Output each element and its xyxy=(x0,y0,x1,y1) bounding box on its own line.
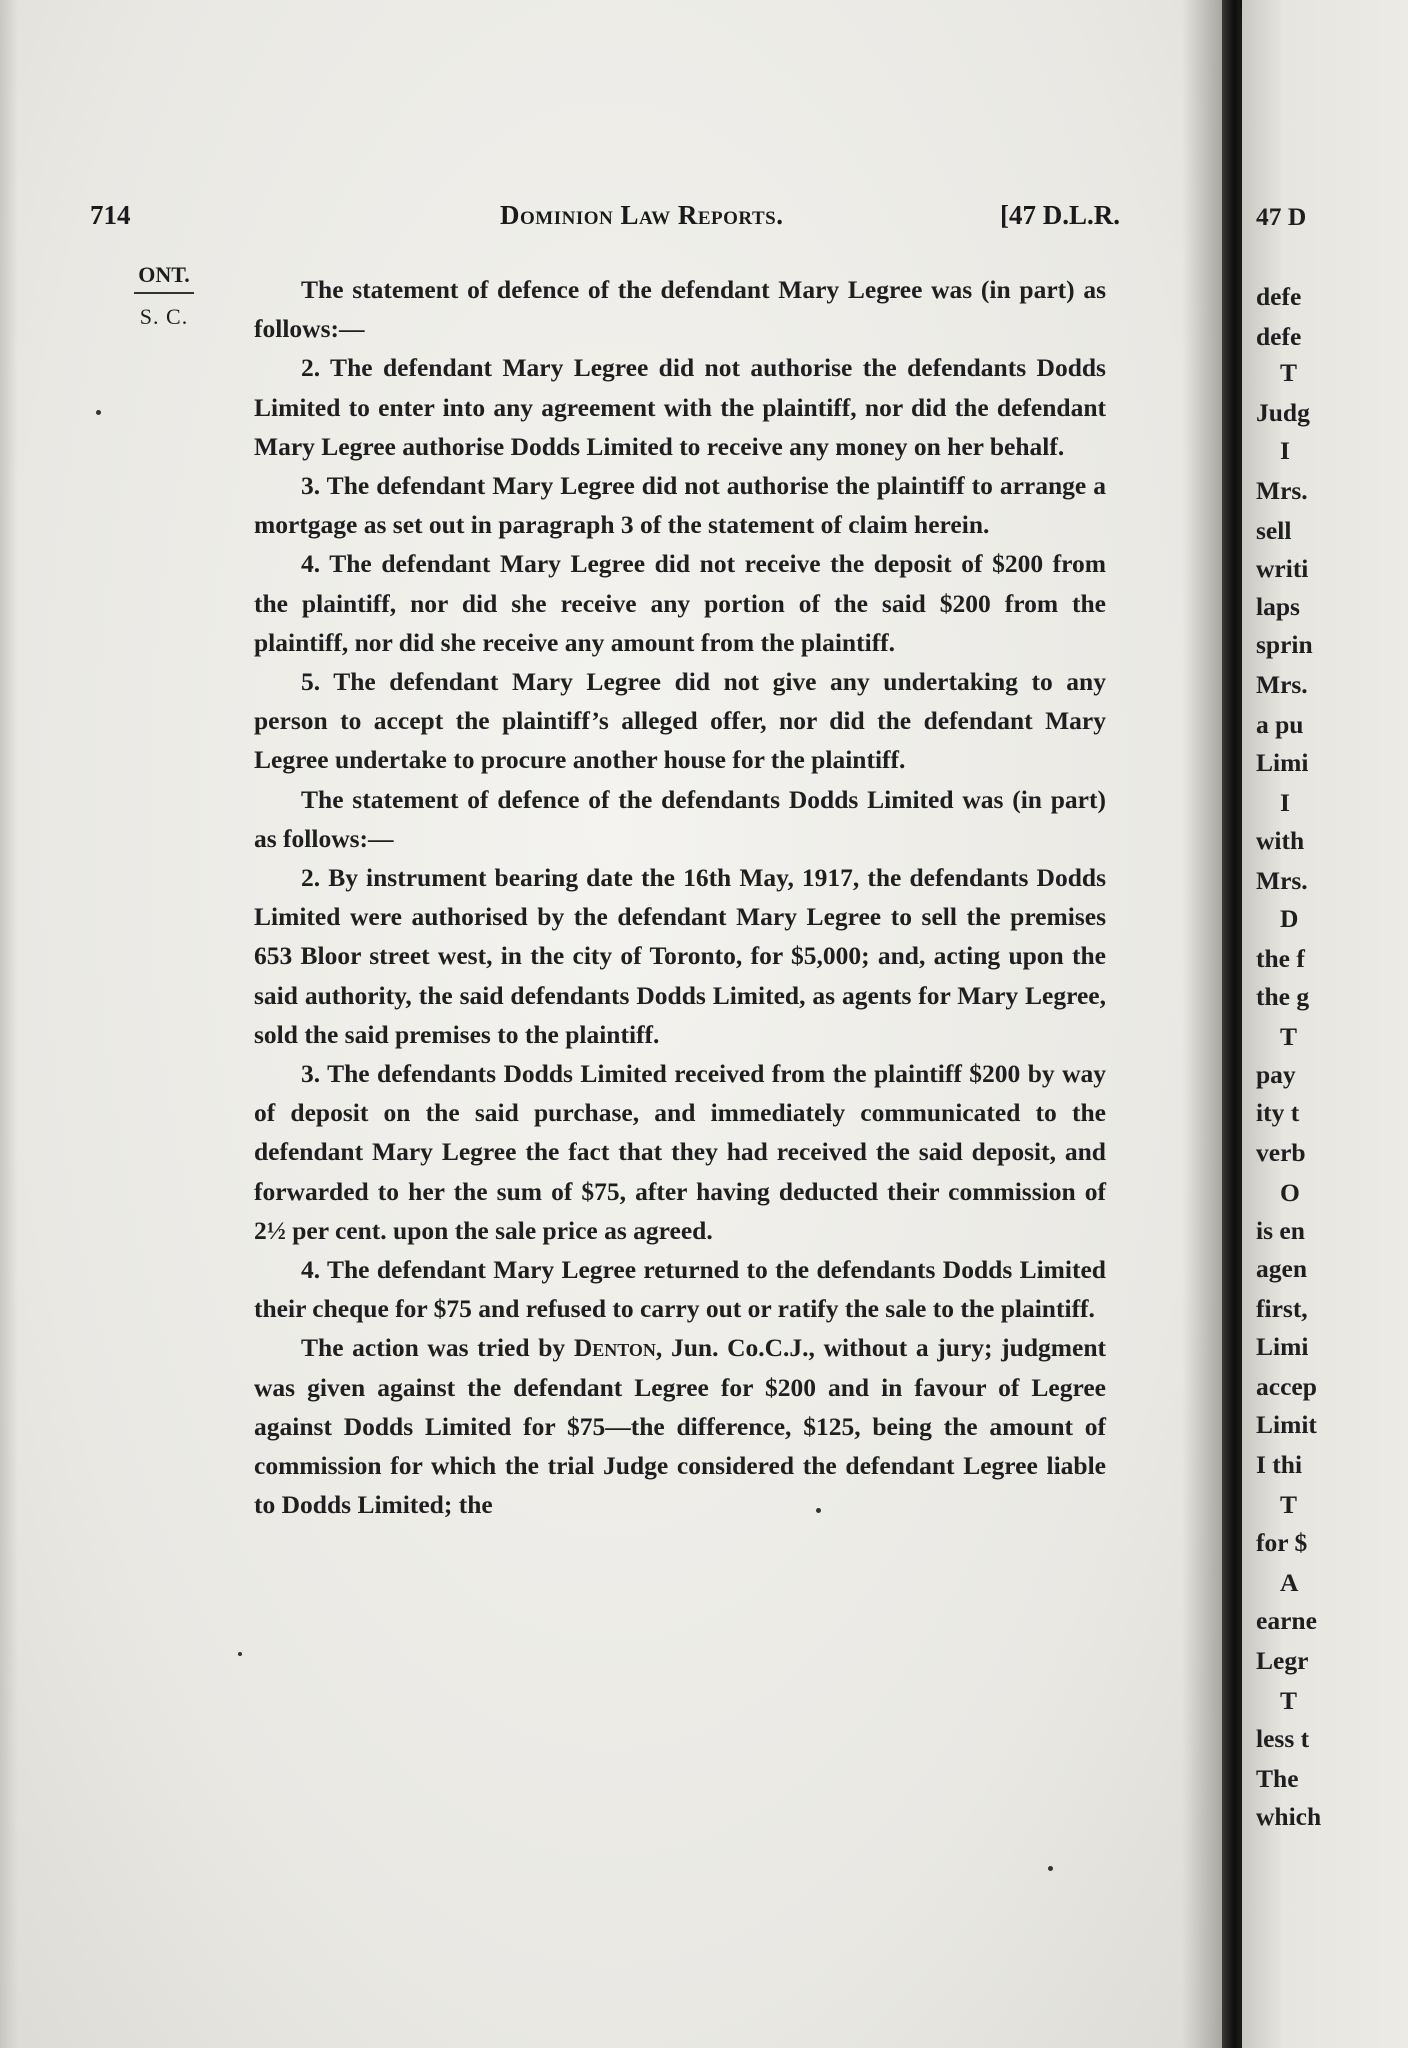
right-page-fragment: which xyxy=(1256,1802,1322,1831)
body-text xyxy=(254,270,1106,1525)
book-gutter xyxy=(1222,0,1242,2048)
scan-speck xyxy=(816,1508,821,1513)
paragraph: The statement of defence of the defendant Mary Legree was (in part) as follows:— xyxy=(254,275,1106,344)
right-page-fragment: defe xyxy=(1256,282,1302,311)
right-page-fragment: less t xyxy=(1256,1724,1310,1753)
right-page-fragment: A xyxy=(1280,1568,1299,1597)
right-page-fragment: defe xyxy=(1256,322,1302,351)
right-page-fragment: Mrs. xyxy=(1256,866,1308,895)
right-page-fragment: T xyxy=(1280,1022,1298,1051)
paragraph: The statement of defence of the defendants Dodds Limited was (in part) as follows:— xyxy=(254,784,1106,853)
paragraph: 3. The defendants Dodds Limited received from the plaintiff $200 by way of deposit on the said purchase, and immediately communicated to the defendant Mary Legree the fact that they had received the said deposit, and forwarded to her the sum of $75, after having deducted their commission of 2½ per cent. upon the sale price as agreed. xyxy=(254,1059,1106,1245)
right-page-fragment: T xyxy=(1280,1686,1298,1715)
judge-name: Denton xyxy=(573,1333,656,1363)
right-page-fragment: laps xyxy=(1256,592,1300,621)
right-page-fragment: sell xyxy=(1256,516,1292,545)
report-reference: [47 D.L.R. xyxy=(1000,200,1120,230)
right-page-fragment: for $ xyxy=(1256,1528,1308,1557)
right-page-fragment: Mrs. xyxy=(1256,476,1308,505)
right-page-fragment: ity t xyxy=(1256,1098,1300,1127)
paragraph: 4. The defendant Mary Legree did not receive the deposit of $200 from the plaintiff, nor did she receive any portion of the said $200 from the plaintiff, nor did she receive any amount from the plaintiff. xyxy=(254,549,1106,657)
page-number: 714 xyxy=(90,200,131,230)
right-page-fragment: Legr xyxy=(1256,1646,1309,1675)
running-head: Dominion Law Reports. xyxy=(500,200,784,230)
right-page-fragment: agen xyxy=(1256,1254,1307,1283)
paragraph: 5. The defendant Mary Legree did not give any undertaking to any person to accept the plaintiff’s alleged offer, nor did the defendant Mary Legree undertake to procure another house for the plaintiff. xyxy=(254,667,1106,775)
right-page-fragment: the g xyxy=(1256,982,1310,1011)
paragraph: 4. The defendant Mary Legree returned to the defendants Dodds Limited their cheque for $75 and refused to carry out or ratify the sale to the plaintiff. xyxy=(254,1255,1106,1324)
page-header xyxy=(90,200,1120,240)
right-page-fragment: 47 D xyxy=(1256,202,1307,231)
margin-court: S. C. xyxy=(139,304,189,329)
right-page-fragment: writi xyxy=(1256,554,1309,583)
paragraph: 2. The defendant Mary Legree did not authorise the defendants Dodds Limited to enter into any agreement with the plaintiff, nor did the defendant Mary Legree authorise Dodds Limited to receive any money on her behalf. xyxy=(254,353,1106,461)
right-page-fragment: I xyxy=(1280,788,1290,817)
right-page xyxy=(1242,0,1408,2048)
right-page-fragment: earne xyxy=(1256,1606,1317,1635)
right-page-fragment: is en xyxy=(1256,1216,1305,1245)
right-page-fragment: The xyxy=(1256,1764,1299,1793)
right-page-fragment: T xyxy=(1280,358,1298,387)
scan-speck xyxy=(96,410,101,415)
right-page-fragment: Limit xyxy=(1256,1410,1317,1439)
right-page-fragment: accep xyxy=(1256,1372,1317,1401)
right-page-fragment: O xyxy=(1280,1178,1300,1207)
right-page-fragment: Judg xyxy=(1256,398,1310,427)
right-page-fragment: sprin xyxy=(1256,630,1313,659)
right-page-fragment: the f xyxy=(1256,944,1305,973)
right-page-fragment: Limi xyxy=(1256,748,1309,777)
right-page-fragment: D xyxy=(1280,904,1299,933)
right-page-fragment: verb xyxy=(1256,1138,1306,1167)
margin-note xyxy=(134,262,194,330)
right-page-fragment: I thi xyxy=(1256,1450,1303,1479)
right-page-fragment: first, xyxy=(1256,1294,1308,1323)
paragraph: 3. The defendant Mary Legree did not authorise the plaintiff to arrange a mortgage as set out in paragraph 3 of the statement of claim herein. xyxy=(254,471,1106,540)
right-page-fragment: Mrs. xyxy=(1256,670,1308,699)
paragraph: The action was tried by Denton, Jun. Co.C.J., without a jury; judgment was given against the defendant Legree for $200 and in favour of Legree against Dodds Limited for $75—the difference, $125, being the amount of commission for which the trial Judge considered the defendant Legree liable to Dodds Limited; the xyxy=(254,1333,1106,1520)
right-page-fragment: Limi xyxy=(1256,1332,1309,1361)
scan-speck xyxy=(1048,1866,1053,1871)
scan-speck xyxy=(238,1652,242,1656)
right-page-fragment: pay xyxy=(1256,1060,1296,1089)
margin-province: ONT. xyxy=(134,262,194,294)
right-page-fragment: with xyxy=(1256,826,1305,855)
right-page-fragment: a pu xyxy=(1256,710,1304,739)
paragraph: 2. By instrument bearing date the 16th May, 1917, the defendants Dodds Limited were authorised by the defendant Mary Legree to sell the premises 653 Bloor street west, in the city of Toronto, for $5,000; and, acting upon the said authority, the said defendants Dodds Limited, as agents for Mary Legree, sold the said premises to the plaintiff. xyxy=(254,863,1106,1049)
right-page-fragment: T xyxy=(1280,1490,1298,1519)
right-page-fragment: I xyxy=(1280,436,1290,465)
